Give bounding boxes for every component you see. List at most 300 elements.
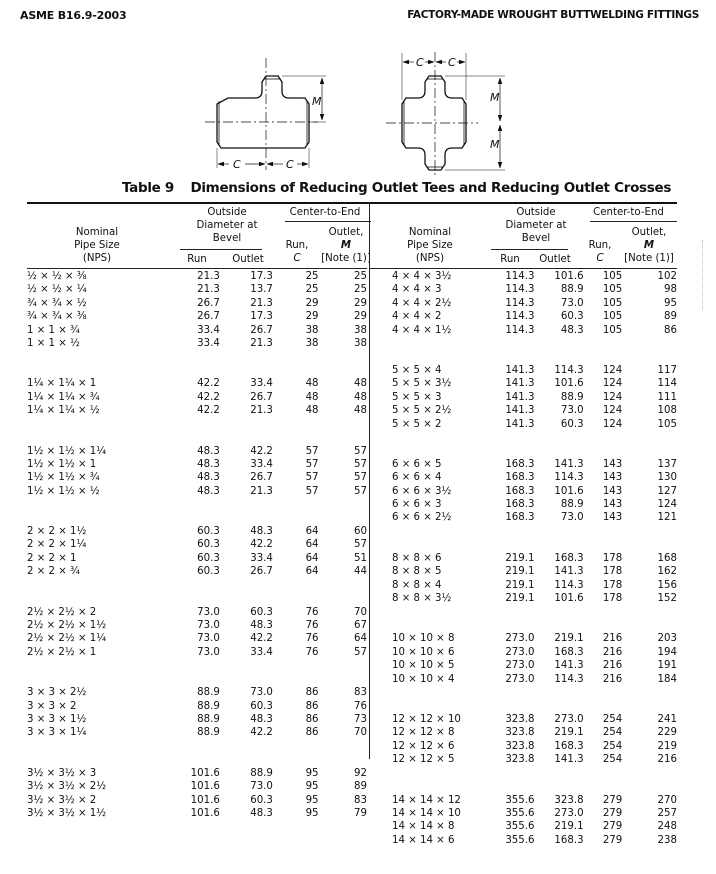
cell-od-outlet: 48.3 (560, 324, 584, 336)
cell-run-c: 178 (602, 593, 623, 605)
cell-nps: 6 × 6 × 4 (392, 472, 442, 484)
cell-nps: 2 × 2 × 1½ (27, 526, 87, 538)
cell-od-run: 355.6 (505, 807, 535, 819)
standard-designation: ASME B16.9-2003 (20, 9, 127, 22)
cell-run-c: 178 (602, 579, 623, 591)
cell-outlet-m: 130 (657, 472, 677, 484)
cell-outlet-m: 67 (354, 620, 367, 632)
table-row (27, 270, 367, 283)
cell-nps: 3½ × 3½ × 2 (27, 794, 97, 806)
cell-run-c: 105 (602, 271, 623, 282)
cell-outlet-m: 117 (657, 364, 677, 376)
cell-outlet-m: 38 (354, 324, 367, 336)
table-row (370, 794, 677, 807)
cell-outlet-m: 57 (354, 646, 367, 658)
cell-run-c: 95 (305, 794, 319, 806)
cell-run-c: 279 (602, 807, 623, 819)
tee-diagram (205, 58, 326, 170)
svg-text:M: M (490, 91, 500, 104)
table-right-half (370, 202, 677, 874)
table-row (370, 498, 677, 511)
cell-run-c: 124 (602, 418, 623, 430)
cell-od-run: 168.3 (505, 458, 535, 470)
table-row (27, 471, 367, 484)
cell-od-outlet: 17.3 (250, 311, 273, 323)
cell-nps: 1 × 1 × ¾ (27, 324, 80, 336)
cell-run-c: 48 (305, 405, 319, 417)
cell-nps: 2 × 2 × 1 (27, 552, 77, 564)
cell-od-outlet: 60.3 (250, 700, 273, 712)
cell-nps: 8 × 8 × 3½ (392, 593, 452, 605)
header-run-line1: Run, (285, 240, 309, 251)
table-row (370, 807, 677, 820)
table-row (370, 511, 677, 524)
cell-nps: 12 × 12 × 6 (392, 740, 455, 752)
cell-run-c: 86 (305, 727, 319, 739)
cell-run-c: 64 (305, 539, 319, 551)
table-row (27, 337, 367, 350)
cell-run-c: 124 (602, 364, 623, 376)
table-row (27, 632, 367, 645)
header-od-line2: Diameter at (505, 220, 567, 231)
cell-od-run: 21.3 (197, 284, 220, 296)
cell-outlet-m: 102 (657, 271, 677, 282)
table-row (370, 834, 677, 847)
cell-run-c: 57 (305, 458, 319, 470)
cell-run-c: 95 (305, 781, 319, 793)
cell-od-run: 219.1 (505, 552, 535, 564)
cell-outlet-m: 98 (664, 284, 677, 296)
cell-run-c: 95 (305, 767, 319, 779)
cell-nps: 2 × 2 × ¾ (27, 566, 80, 578)
cell-od-run: 168.3 (505, 512, 535, 524)
cell-outlet-m: 108 (657, 405, 677, 417)
cell-od-run: 101.6 (190, 807, 220, 819)
cell-nps: 8 × 8 × 4 (392, 579, 442, 591)
cell-od-run: 355.6 (505, 834, 535, 846)
cell-run-c: 178 (602, 552, 623, 564)
cell-nps: 14 × 14 × 10 (392, 807, 461, 819)
table-header-left (27, 202, 371, 269)
cell-od-run: 219.1 (505, 566, 535, 578)
cell-od-run: 323.8 (505, 713, 535, 725)
cell-od-outlet: 141.3 (554, 566, 584, 578)
cell-outlet-m: 64 (354, 633, 367, 645)
cell-run-c: 124 (602, 405, 623, 417)
header-run-line2: C (293, 253, 301, 264)
cell-run-c: 254 (602, 713, 623, 725)
cell-od-run: 219.1 (505, 593, 535, 605)
cell-od-outlet: 219.1 (554, 821, 584, 833)
cell-nps: 3½ × 3½ × 3 (27, 767, 97, 779)
cell-od-outlet: 48.3 (250, 807, 273, 819)
cell-outlet-m: 184 (657, 673, 677, 685)
table-row (370, 485, 677, 498)
table-row (27, 297, 367, 310)
cell-od-run: 114.3 (505, 284, 535, 296)
table-row (370, 820, 677, 833)
cell-outlet-m: 89 (664, 311, 677, 323)
row-group (27, 445, 367, 499)
table-row (27, 377, 367, 390)
cell-od-outlet: 33.4 (250, 458, 273, 470)
table-row (370, 753, 677, 766)
cell-outlet-m: 92 (354, 767, 367, 779)
table-row (370, 458, 677, 471)
header-nps-line2: Pipe Size (407, 240, 453, 251)
row-group (370, 552, 677, 606)
cross-labels (416, 56, 500, 151)
cell-od-run: 114.3 (505, 311, 535, 323)
table-row (27, 525, 367, 538)
table-row (27, 713, 367, 726)
cell-run-c: 57 (305, 485, 319, 497)
table-row (27, 404, 367, 417)
cell-nps: 2 × 2 × 1¼ (27, 539, 87, 551)
table-row (370, 740, 677, 753)
cell-od-outlet: 101.6 (554, 271, 584, 282)
cell-nps: 8 × 8 × 5 (392, 566, 442, 578)
row-group (27, 270, 367, 350)
cell-run-c: 216 (602, 660, 623, 672)
cell-outlet-m: 152 (657, 593, 677, 605)
cell-od-outlet: 88.9 (250, 767, 273, 779)
table-number: Table 9 (122, 180, 175, 196)
row-group (27, 525, 367, 579)
cell-run-c: 254 (602, 754, 623, 766)
cell-od-outlet: 42.2 (250, 445, 273, 457)
cell-outlet-m: 48 (354, 378, 367, 390)
cell-run-c: 38 (305, 337, 319, 349)
margin-scan-artifact (702, 240, 705, 310)
cell-od-run: 323.8 (505, 754, 535, 766)
cell-outlet-m: 70 (354, 727, 367, 739)
cell-od-outlet: 26.7 (250, 391, 273, 403)
cell-od-run: 355.6 (505, 821, 535, 833)
section-title: FACTORY-MADE WROUGHT BUTTWELDING FITTINGS (407, 9, 699, 21)
cell-run-c: 57 (305, 445, 319, 457)
cell-outlet-m: 57 (354, 458, 367, 470)
cell-od-run: 141.3 (505, 391, 535, 403)
cell-od-outlet: 114.3 (554, 673, 584, 685)
table-row (370, 471, 677, 484)
row-group (27, 377, 367, 417)
cell-od-outlet: 42.2 (250, 727, 273, 739)
row-group (27, 686, 367, 740)
cell-od-run: 42.2 (197, 378, 220, 390)
cell-run-c: 76 (305, 606, 319, 618)
cell-od-run: 60.3 (197, 566, 220, 578)
cell-od-run: 273.0 (505, 660, 535, 672)
table-row (370, 324, 677, 337)
table-row (370, 377, 677, 390)
cell-outlet-m: 124 (657, 499, 677, 511)
cell-nps: 6 × 6 × 2½ (392, 512, 452, 524)
table-row (370, 592, 677, 605)
cell-od-outlet: 114.3 (554, 364, 584, 376)
cell-outlet-m: 25 (354, 271, 367, 282)
cell-nps: 5 × 5 × 3 (392, 391, 442, 403)
cell-od-outlet: 219.1 (554, 727, 584, 739)
cell-outlet-m: 111 (657, 391, 677, 403)
header-outlet-line1: Outlet, (328, 227, 364, 238)
cell-od-run: 168.3 (505, 499, 535, 511)
table-row (370, 726, 677, 739)
table-row (27, 485, 367, 498)
cell-od-outlet: 323.8 (554, 794, 584, 806)
cell-run-c: 48 (305, 391, 319, 403)
cell-od-run: 21.3 (197, 271, 220, 282)
table-row (27, 391, 367, 404)
cell-od-run: 88.9 (197, 687, 220, 699)
cell-od-outlet: 73.0 (560, 297, 584, 309)
cell-od-run: 114.3 (505, 271, 535, 282)
cell-run-c: 279 (602, 834, 623, 846)
cell-nps: 14 × 14 × 12 (392, 794, 461, 806)
cell-nps: ½ × ½ × ⅜ (27, 271, 87, 282)
table-row (27, 445, 367, 458)
table-row (27, 283, 367, 296)
cell-run-c: 124 (602, 391, 623, 403)
cell-run-c: 216 (602, 646, 623, 658)
cell-od-run: 101.6 (190, 767, 220, 779)
cell-od-run: 88.9 (197, 713, 220, 725)
cell-outlet-m: 70 (354, 606, 367, 618)
cell-outlet-m: 114 (657, 378, 677, 390)
table-row (370, 364, 677, 377)
header-outlet-m-r (620, 226, 678, 265)
table-row (27, 552, 367, 565)
cell-od-run: 73.0 (197, 620, 220, 632)
cell-run-c: 95 (305, 807, 319, 819)
cell-outlet-m: 156 (657, 579, 677, 591)
header-od-outlet-r: Outlet (539, 254, 571, 265)
cell-nps: 1¼ × 1¼ × ¾ (27, 391, 100, 403)
cell-run-c: 143 (602, 472, 623, 484)
cell-run-c: 216 (602, 673, 623, 685)
table-row (370, 391, 677, 404)
header-run-line1: Run, (588, 240, 612, 251)
cell-nps: 5 × 5 × 3½ (392, 378, 452, 390)
cell-nps: 2½ × 2½ × 1 (27, 646, 97, 658)
cell-outlet-m: 48 (354, 405, 367, 417)
header-od-run-r: Run (500, 254, 520, 265)
table-row (27, 767, 367, 780)
header-outlet-line3: [Note (1)] (321, 253, 371, 264)
cell-od-outlet: 42.2 (250, 633, 273, 645)
table-left-half (27, 202, 371, 847)
cell-od-run: 323.8 (505, 740, 535, 752)
header-od-line2: Diameter at (196, 220, 258, 231)
cell-od-outlet: 33.4 (250, 646, 273, 658)
cell-od-run: 114.3 (505, 324, 535, 336)
header-outlet-line1: Outlet, (631, 227, 667, 238)
cell-od-outlet: 60.3 (560, 418, 584, 430)
cell-nps: 3 × 3 × 2½ (27, 687, 87, 699)
cell-od-run: 141.3 (505, 378, 535, 390)
cell-outlet-m: 241 (657, 713, 677, 725)
table-row (27, 324, 367, 337)
cell-od-outlet: 273.0 (554, 713, 584, 725)
cell-od-outlet: 273.0 (554, 807, 584, 819)
cross-diagram (386, 52, 505, 177)
table-row (27, 538, 367, 551)
table-row (27, 686, 367, 699)
cell-od-outlet: 168.3 (554, 834, 584, 846)
table-body-left (27, 269, 367, 820)
cell-run-c: 86 (305, 713, 319, 725)
cell-run-c: 254 (602, 727, 623, 739)
cell-outlet-m: 60 (354, 526, 367, 538)
cell-nps: 4 × 4 × 2 (392, 311, 442, 323)
cell-nps: 3 × 3 × 1¼ (27, 727, 87, 739)
row-group (27, 606, 367, 660)
table-row (27, 780, 367, 793)
row-group (27, 767, 367, 821)
cell-run-c: 143 (602, 499, 623, 511)
cell-run-c: 105 (602, 297, 623, 309)
cell-nps: ¾ × ¾ × ⅜ (27, 311, 87, 323)
cell-outlet-m: 57 (354, 485, 367, 497)
table-row (370, 552, 677, 565)
cell-nps: 4 × 4 × 2½ (392, 297, 452, 309)
cell-nps: 3 × 3 × 2 (27, 700, 77, 712)
cell-run-c: 254 (602, 740, 623, 752)
cell-od-run: 141.3 (505, 405, 535, 417)
table-row (370, 404, 677, 417)
cell-outlet-m: 86 (664, 324, 677, 336)
cell-outlet-m: 95 (664, 297, 677, 309)
cell-od-outlet: 48.3 (250, 713, 273, 725)
cell-nps: 4 × 4 × 1½ (392, 324, 452, 336)
cell-od-outlet: 60.3 (250, 794, 273, 806)
cell-outlet-m: 76 (354, 700, 367, 712)
cell-od-outlet: 21.3 (250, 405, 273, 417)
cell-od-outlet: 73.0 (250, 687, 273, 699)
cell-outlet-m: 121 (657, 512, 677, 524)
cell-run-c: 105 (602, 284, 623, 296)
row-group (370, 270, 677, 337)
cell-run-c: 216 (602, 633, 623, 645)
header-nps (27, 226, 167, 265)
cell-run-c: 143 (602, 512, 623, 524)
table-row (370, 418, 677, 431)
table-body-right (370, 269, 677, 847)
cell-run-c: 76 (305, 620, 319, 632)
cell-nps: 10 × 10 × 8 (392, 633, 455, 645)
cell-run-c: 86 (305, 687, 319, 699)
header-nps-line2: Pipe Size (74, 240, 120, 251)
cell-od-outlet: 141.3 (554, 458, 584, 470)
cell-od-outlet: 73.0 (560, 405, 584, 417)
cell-od-run: 60.3 (197, 526, 220, 538)
header-od-line1: Outside (207, 207, 247, 218)
cell-od-run: 42.2 (197, 391, 220, 403)
cell-outlet-m: 29 (354, 311, 367, 323)
cte-subrule-r (590, 221, 677, 222)
cell-od-run: 60.3 (197, 552, 220, 564)
cell-od-outlet: 101.6 (554, 378, 584, 390)
cell-outlet-m: 194 (657, 646, 677, 658)
cell-nps: 12 × 12 × 8 (392, 727, 455, 739)
cell-od-run: 273.0 (505, 673, 535, 685)
svg-text:M: M (490, 138, 500, 151)
table-row (370, 310, 677, 323)
cell-outlet-m: 168 (657, 552, 677, 564)
header-nps-r (370, 226, 490, 265)
cell-od-outlet: 13.7 (250, 284, 273, 296)
cell-od-outlet: 60.3 (250, 606, 273, 618)
cell-outlet-m: 44 (354, 566, 367, 578)
cell-od-run: 26.7 (197, 311, 220, 323)
cell-nps: 1½ × 1½ × 1 (27, 458, 97, 470)
cell-od-run: 73.0 (197, 646, 220, 658)
table-row (370, 659, 677, 672)
cell-outlet-m: 191 (657, 660, 677, 672)
cell-outlet-m: 57 (354, 472, 367, 484)
row-group (370, 794, 677, 848)
cell-nps: 12 × 12 × 5 (392, 754, 455, 766)
cell-run-c: 143 (602, 458, 623, 470)
cell-nps: 5 × 5 × 2 (392, 418, 442, 430)
table-row (27, 458, 367, 471)
cell-nps: 1 × 1 × ½ (27, 337, 80, 349)
cell-outlet-m: 257 (657, 807, 677, 819)
cell-nps: 1½ × 1½ × ½ (27, 485, 100, 497)
cell-outlet-m: 137 (657, 458, 677, 470)
cell-run-c: 25 (305, 284, 319, 296)
cell-run-c: 143 (602, 485, 623, 497)
cell-run-c: 76 (305, 646, 319, 658)
header-run-line2: C (596, 253, 604, 264)
table-row (27, 565, 367, 578)
fitting-diagrams (0, 50, 716, 180)
cell-outlet-m: 51 (354, 552, 367, 564)
cell-od-outlet: 21.3 (250, 297, 273, 309)
cell-od-run: 273.0 (505, 633, 535, 645)
cell-run-c: 29 (305, 311, 319, 323)
cell-od-outlet: 33.4 (250, 378, 273, 390)
cell-outlet-m: 73 (354, 713, 367, 725)
cell-nps: 5 × 5 × 2½ (392, 405, 452, 417)
table-row (370, 713, 677, 726)
cell-od-outlet: 48.3 (250, 526, 273, 538)
cell-od-outlet: 33.4 (250, 552, 273, 564)
cell-run-c: 279 (602, 794, 623, 806)
cell-outlet-m: 229 (657, 727, 677, 739)
cell-nps: 1¼ × 1¼ × ½ (27, 405, 100, 417)
header-od-r (486, 206, 586, 245)
cell-outlet-m: 127 (657, 485, 677, 497)
cell-od-outlet: 219.1 (554, 633, 584, 645)
cell-od-outlet: 42.2 (250, 539, 273, 551)
table-row (370, 270, 677, 283)
cell-nps: 4 × 4 × 3 (392, 284, 442, 296)
cell-run-c: 57 (305, 472, 319, 484)
cell-nps: 12 × 12 × 10 (392, 713, 461, 725)
header-od-line3: Bevel (521, 233, 551, 244)
header-od-run: Run (187, 254, 207, 265)
cell-run-c: 64 (305, 566, 319, 578)
cell-od-outlet: 26.7 (250, 566, 273, 578)
cell-outlet-m: 48 (354, 391, 367, 403)
cell-nps: 10 × 10 × 5 (392, 660, 455, 672)
cell-nps: 2½ × 2½ × 1½ (27, 620, 107, 632)
svg-text:C: C (416, 56, 424, 69)
cte-subrule (285, 221, 371, 222)
cell-od-outlet: 73.0 (560, 512, 584, 524)
cell-nps: 14 × 14 × 6 (392, 834, 455, 846)
